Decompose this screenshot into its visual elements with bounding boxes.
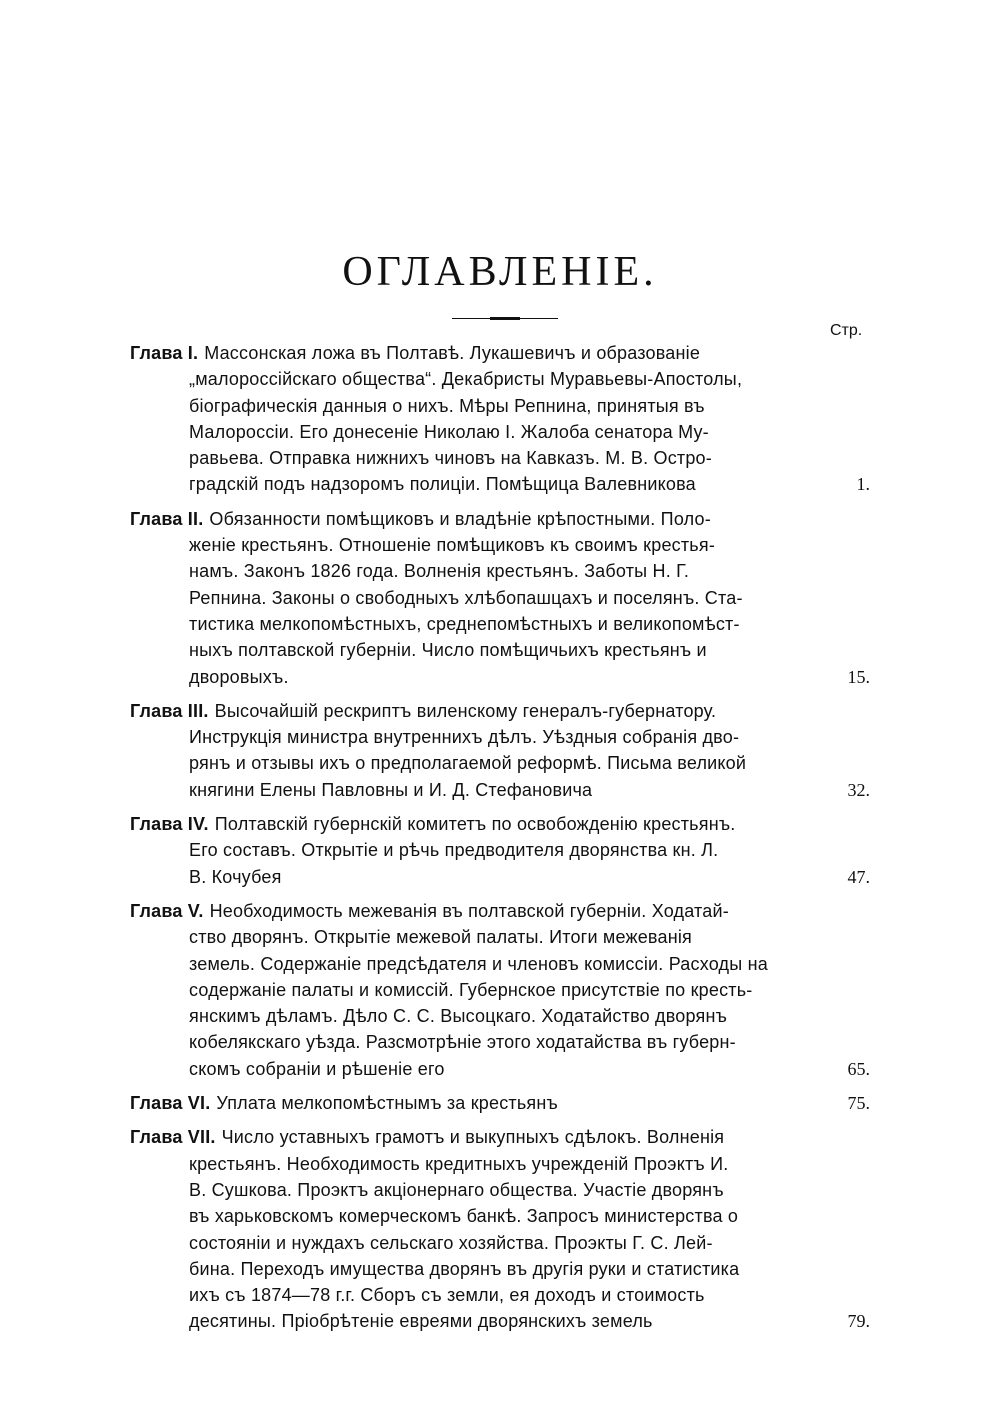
toc-entry-text: скомъ собраніи и рѣшеніе его [189, 1058, 445, 1079]
page-number: 32. [847, 779, 870, 800]
toc-entry-text: бина. Переходъ имущества дворянъ въ другія руки и статистика [189, 1258, 740, 1279]
chapter-label: Глава V. [130, 900, 204, 921]
toc-entry-text: княгини Елены Павловны и И. Д. Стефановича [189, 779, 593, 800]
chapter-label: Глава I. [130, 343, 199, 363]
page-number: 15. [847, 666, 870, 687]
chapter-label: Глава VII. [130, 1127, 216, 1148]
toc-entry-text: Массонская ложа въ Полтавѣ. Лукашевичъ и образованіе [204, 343, 701, 363]
toc-entry-line [130, 340, 880, 366]
toc-entry-line [130, 471, 880, 497]
toc-entry-line [130, 811, 880, 837]
toc-entry-line [130, 1230, 880, 1256]
toc-entry-line [130, 506, 880, 532]
toc-entry [130, 811, 880, 890]
table-of-contents [130, 340, 880, 1343]
toc-entry-text: градскій подъ надзоромъ полиціи. Помѣщица Валевникова [189, 474, 696, 495]
toc-entry-line [130, 924, 880, 950]
toc-entry-line [130, 750, 880, 776]
toc-entry-line [130, 1177, 880, 1203]
toc-entry-text: біографическія данныя о нихъ. Мѣры Репнина, принятыя въ [189, 395, 705, 416]
toc-entry-line [130, 366, 880, 392]
toc-entry-text: земель. Содержаніе предсѣдателя и членовъ комиссіи. Расходы на [189, 953, 768, 974]
toc-entry-text: „малороссійскаго общества“. Декабристы Муравьевы-Апостолы, [189, 369, 743, 390]
page-number: 75. [847, 1093, 870, 1114]
toc-entry-line [130, 1282, 880, 1308]
toc-entry-text: янскимъ дѣламъ. Дѣло С. С. Высоцкаго. Ходатайство дворянъ [189, 1006, 728, 1027]
toc-entry-line [130, 664, 880, 690]
toc-entry-line [130, 532, 880, 558]
page-column-label: Стр. [830, 322, 863, 339]
toc-entry-text: женіе крестьянъ. Отношеніе помѣщиковъ къ своимъ крестья- [189, 535, 716, 556]
toc-entry-text: кобелякскаго уѣзда. Разсмотрѣніе этого ходатайства въ губерн- [189, 1032, 736, 1053]
toc-entry-line [130, 1124, 880, 1150]
toc-entry [130, 506, 880, 690]
toc-entry-text: Обязанности помѣщиковъ и владѣніе крѣпостными. Поло- [209, 508, 711, 529]
title-divider [452, 318, 558, 319]
toc-entry [130, 1124, 880, 1334]
toc-entry-line [130, 951, 880, 977]
toc-entry-line [130, 1090, 880, 1116]
toc-entry-text: Инструкція министра внутреннихъ дѣлъ. Уѣздныя собранія дво- [189, 727, 740, 748]
toc-entry-line [130, 1029, 880, 1055]
toc-entry-line [130, 1056, 880, 1082]
toc-entry-line [130, 777, 880, 803]
toc-entry [130, 898, 880, 1082]
toc-entry-line [130, 637, 880, 663]
toc-entry-line [130, 977, 880, 1003]
toc-entry-text: Необходимость межеванія въ полтавской губерніи. Ходатай- [209, 900, 729, 921]
toc-entry-text: тистика мелкопомѣстныхъ, среднепомѣстныхъ и великопомѣст- [189, 613, 740, 634]
toc-entry-text: равьева. Отправка нижнихъ чиновъ на Кавказъ. М. В. Остро- [189, 448, 712, 469]
page-number: 47. [847, 866, 870, 887]
page-title: ОГЛАВЛЕНІЕ. [342, 249, 658, 295]
toc-entry-line [130, 1308, 880, 1334]
toc-entry-text: десятины. Пріобрѣтеніе евреями дворянскихъ земель [189, 1311, 653, 1332]
chapter-label: Глава VI. [130, 1093, 211, 1114]
toc-entry-line [130, 445, 880, 471]
toc-entry-text: крестьянъ. Необходимость кредитныхъ учрежденій Проэктъ И. [189, 1153, 729, 1174]
toc-entry-text: состояніи и нуждахъ сельскаго хозяйства. Проэкты Г. С. Лей- [189, 1232, 713, 1253]
toc-entry-text: дворовыхъ. [189, 666, 289, 687]
toc-entry-line [130, 419, 880, 445]
toc-entry [130, 1090, 880, 1116]
toc-entry-line [130, 1151, 880, 1177]
toc-entry-text: Высочайшій рескриптъ виленскому генералъ-губернатору. [214, 700, 717, 721]
toc-entry-text: Число уставныхъ грамотъ и выкупныхъ сдѣлокъ. Волненія [221, 1127, 725, 1148]
page-number: 65. [847, 1058, 870, 1079]
page-number: 79. [847, 1311, 870, 1332]
toc-entry-text: Полтавскій губернскій комитетъ по освобожденію крестьянъ. [214, 814, 736, 835]
toc-entry-line [130, 837, 880, 863]
toc-entry-text: ство дворянъ. Открытіе межевой палаты. Итоги межеванія [189, 927, 692, 948]
toc-entry-text: ихъ съ 1874—78 г.г. Сборъ съ земли, ея доходъ и стоимость [189, 1285, 705, 1306]
toc-entry-line [130, 558, 880, 584]
toc-entry-line [130, 585, 880, 611]
toc-entry-text: Репнина. Законы о свободныхъ хлѣбопашцахъ и поселянъ. Ста- [189, 587, 743, 608]
toc-entry-text: В. Сушкова. Проэктъ акціонернаго общества. Участіе дворянъ [189, 1179, 724, 1200]
toc-entry-line [130, 864, 880, 890]
toc-entry-line [130, 611, 880, 637]
toc-entry-text: Малороссіи. Его донесеніе Николаю I. Жалоба сенатора Му- [189, 421, 709, 442]
toc-entry-text: содержаніе палаты и комиссій. Губернское присутствіе по кресть- [189, 979, 753, 1000]
toc-entry-line [130, 1256, 880, 1282]
toc-entry-line [130, 698, 880, 724]
toc-entry-text: Его составъ. Открытіе и рѣчь предводителя дворянства кн. Л. [189, 840, 719, 861]
chapter-label: Глава IV. [130, 814, 209, 835]
toc-entry [130, 340, 880, 498]
toc-entry-line [130, 724, 880, 750]
toc-entry-text: Уплата мелкопомѣстнымъ за крестьянъ [216, 1093, 558, 1114]
toc-entry-text: ныхъ полтавской губерніи. Число помѣщичьихъ крестьянъ и [189, 640, 707, 661]
toc-entry-text: намъ. Законъ 1826 года. Волненія крестьянъ. Заботы Н. Г. [189, 561, 690, 582]
chapter-label: Глава III. [130, 700, 209, 721]
toc-entry-text: В. Кочубея [189, 866, 282, 887]
toc-entry-line [130, 1203, 880, 1229]
toc-entry-line [130, 393, 880, 419]
toc-entry [130, 698, 880, 803]
toc-entry-line [130, 898, 880, 924]
toc-entry-line [130, 1003, 880, 1029]
page-number: 1. [856, 474, 870, 495]
chapter-label: Глава II. [130, 508, 204, 529]
toc-entry-text: рянъ и отзывы ихъ о предполагаемой реформѣ. Письма великой [189, 753, 747, 774]
toc-entry-text: въ харьковскомъ комерческомъ банкѣ. Запросъ министерства о [189, 1206, 739, 1227]
